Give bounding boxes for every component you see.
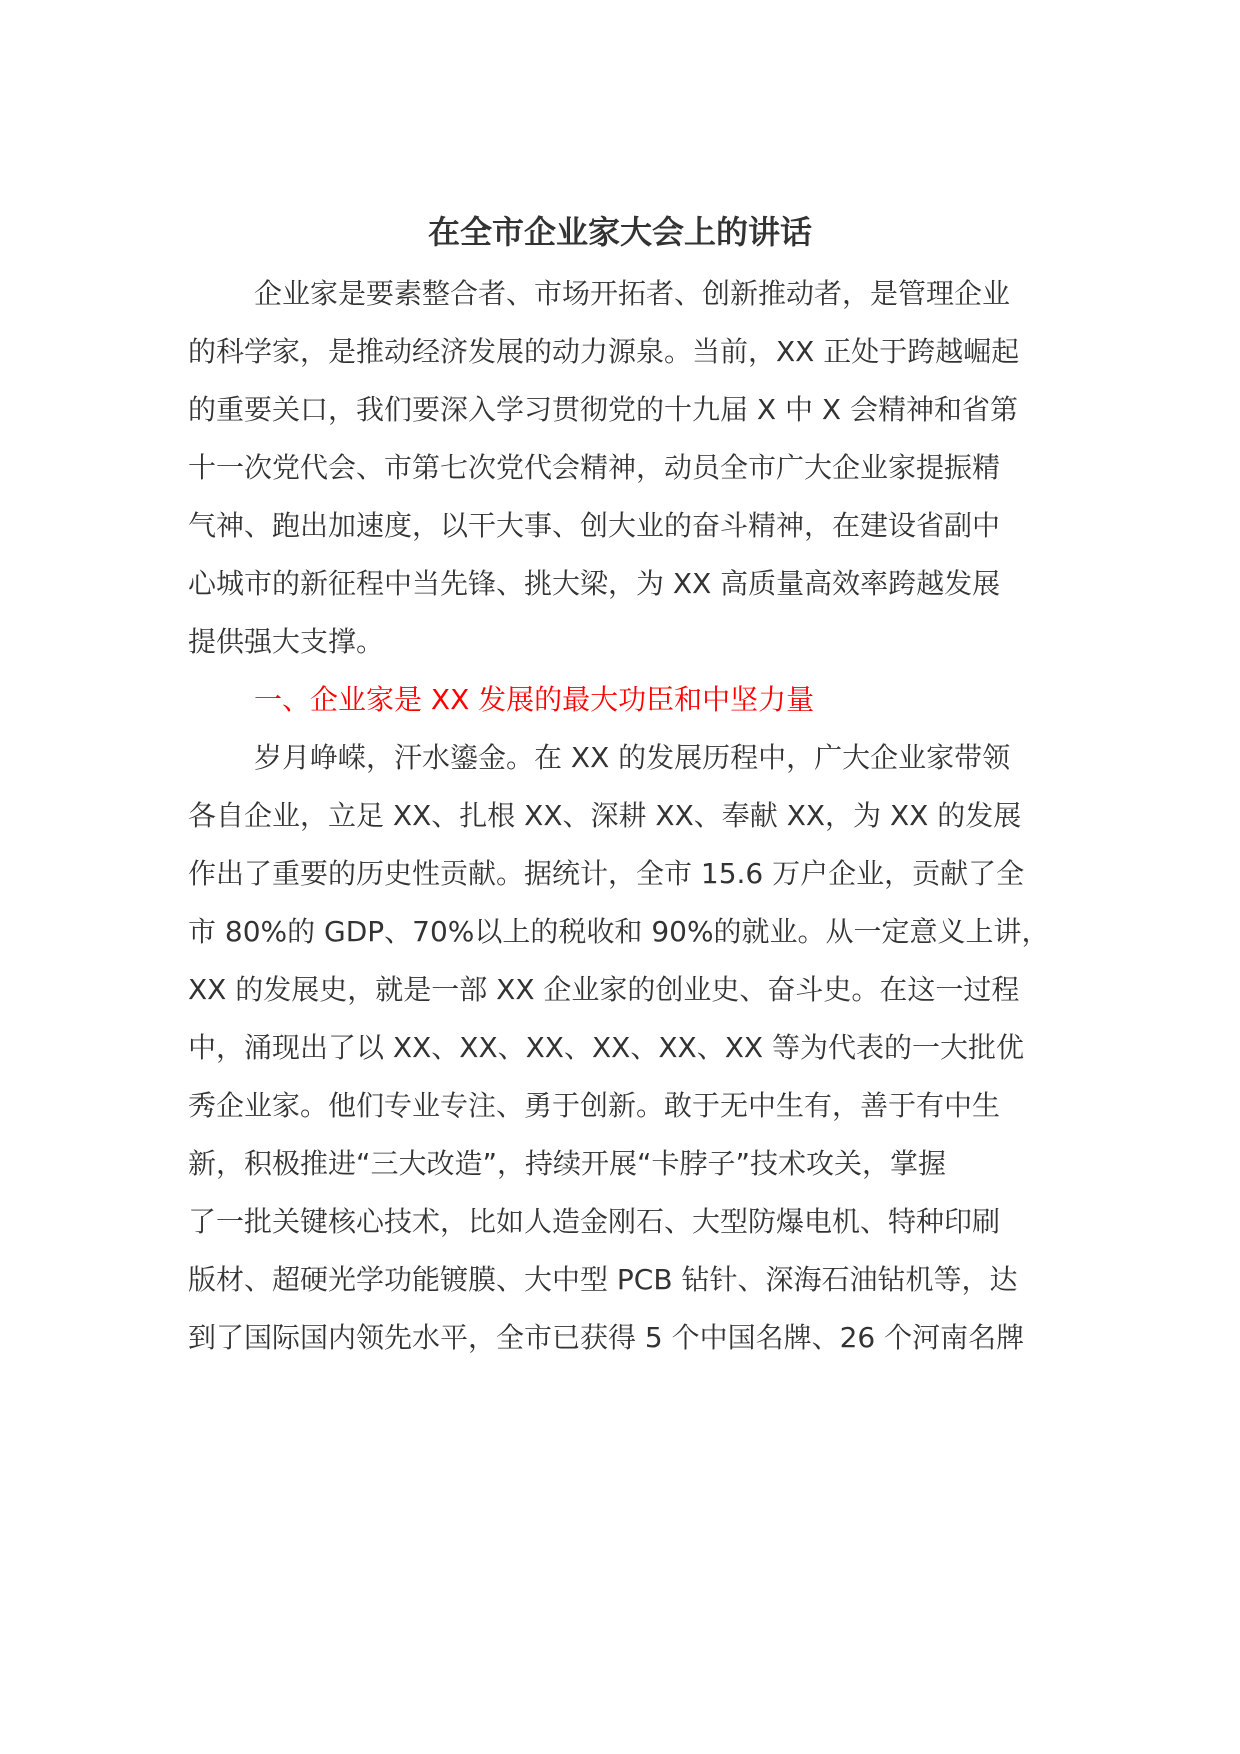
paragraph-line: 作出了重要的历史性贡献。据统计，全市 15.6 万户企业，贡献了全 — [188, 857, 1025, 890]
paragraph-line: 各自企业，立足 XX、扎根 XX、深耕 XX、奉献 XX，为 XX 的发展 — [188, 799, 1022, 832]
section-heading: 一、企业家是 XX 发展的最大功臣和中坚力量 — [254, 683, 815, 716]
paragraph-line: 了一批关键核心技术，比如人造金刚石、大型防爆电机、特种印刷 — [188, 1205, 1001, 1238]
paragraph-line: 版材、超硬光学功能镀膜、大中型 PCB 钻针、深海石油钻机等，达 — [188, 1263, 1018, 1296]
paragraph-line: 秀企业家。他们专业专注、勇于创新。敢于无中生有，善于有中生 — [188, 1089, 1001, 1122]
paragraph-line: 中，涌现出了以 XX、XX、XX、XX、XX、XX 等为代表的一大批优 — [188, 1031, 1024, 1064]
paragraph-line: 的科学家，是推动经济发展的动力源泉。当前，XX 正处于跨越崛起 — [188, 335, 1020, 368]
paragraph-line: 提供强大支撑。 — [188, 625, 385, 658]
paragraph-line: 市 80%的 GDP、70%以上的税收和 90%的就业。从一定意义上讲， — [188, 915, 1050, 948]
paragraph-line: 的重要关口，我们要深入学习贯彻党的十九届 X 中 X 会精神和省第 — [188, 393, 1018, 426]
paragraph-line: 心城市的新征程中当先锋、挑大梁，为 XX 高质量高效率跨越发展 — [188, 567, 1001, 600]
paragraph-line: 气神、跑出加速度，以干大事、创大业的奋斗精神，在建设省副中 — [188, 509, 1001, 542]
paragraph-line: 企业家是要素整合者、市场开拓者、创新推动者，是管理企业 — [254, 277, 1011, 310]
paragraph-line: 十一次党代会、市第七次党代会精神，动员全市广大企业家提振精 — [188, 451, 1001, 484]
document-title: 在全市企业家大会上的讲话 — [427, 213, 812, 251]
paragraph-line: XX 的发展史，就是一部 XX 企业家的创业史、奋斗史。在这一过程 — [188, 973, 1020, 1006]
paragraph-line: 新，积极推进“三大改造”，持续开展“卡脖子”技术攻关，掌握 — [188, 1147, 947, 1180]
paragraph-line: 到了国际国内领先水平，全市已获得 5 个中国名牌、26 个河南名牌 — [188, 1321, 1025, 1354]
paragraph-line: 岁月峥嵘，汗水鎏金。在 XX 的发展历程中，广大企业家带领 — [254, 741, 1011, 774]
